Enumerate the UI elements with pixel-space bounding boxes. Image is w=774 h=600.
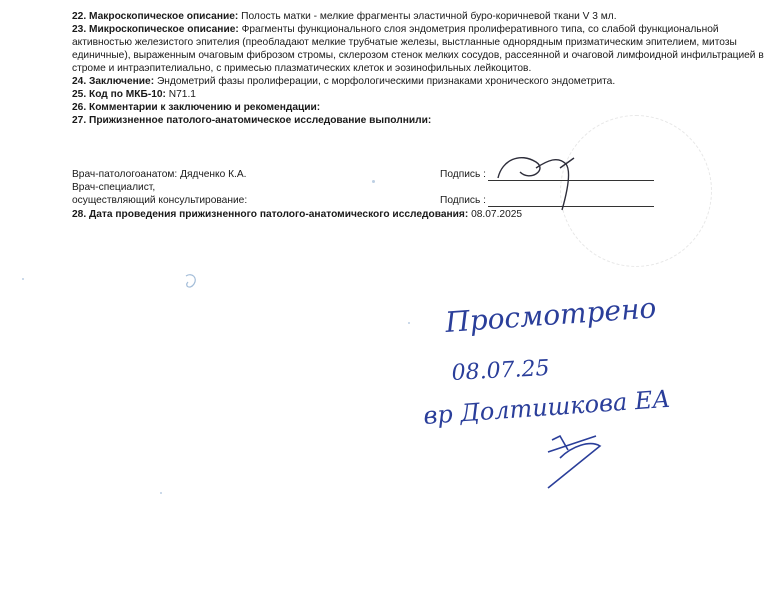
item-22-text: Полость матки - мелкие фрагменты эластичной буро-коричневой ткани V 3 мл. xyxy=(238,11,617,22)
item-24-label: 24. Заключение: xyxy=(72,76,155,87)
pathologist-signature xyxy=(498,158,574,210)
item-22-label: 22. Макроскопическое описание: xyxy=(72,11,239,22)
blue-mark xyxy=(186,275,195,287)
pathologist-label: Врач-патологоанатом: xyxy=(72,169,178,180)
item-24-text: Эндометрий фазы пролиферации, с морфологическими признаками хронического эндометрита. xyxy=(154,76,616,87)
scan-speck xyxy=(22,278,24,280)
pathologist-name: Дядченко К.А. xyxy=(180,169,247,180)
scan-speck xyxy=(372,180,375,183)
handwritten-line-1: Просмотрено xyxy=(444,291,658,339)
initials-scribble xyxy=(548,436,600,488)
handwritten-line-2: 08.07.25 xyxy=(451,355,551,386)
item-23-label: 23. Микроскопическое описание: xyxy=(72,24,239,35)
item-26-label: 26. Комментарии к заключению и рекомендации: xyxy=(72,102,321,113)
scan-speck xyxy=(408,322,410,324)
item-25-text: N71.1 xyxy=(165,89,196,100)
item-28-text: 08.07.2025 xyxy=(468,209,523,220)
specialist-label-2: осуществляющий консультирование: xyxy=(72,195,248,206)
item-28-label: 28. Дата проведения прижизненного патолого-анатомического исследования: xyxy=(72,209,469,220)
signature-label-1: Подпись : xyxy=(440,169,486,180)
specialist-label-1: Врач-специалист, xyxy=(72,182,156,193)
item-23-text: Фрагменты функционального слоя эндометрия пролиферативного типа, со слабой функциональной активностью железистого эпителия (преобладают мелкие трубчатые железы, выстланные однорядным призматическим эпителием, митозы единичные), выраженным очаговым фиброзом стромы, склерозом стенок мелких сосудов, рассеянной и очаговой лимфоидной инфильтрацией в строме и интраэпителиально, с примесью плазматических клеток и эозинофильных лейкоцитов. xyxy=(72,24,764,74)
handwritten-line-3: вр Долтишкова ЕА xyxy=(422,384,672,430)
item-27-label: 27. Прижизненное патолого-анатомическое исследование выполнили: xyxy=(72,115,432,126)
signature-label-2: Подпись : xyxy=(440,195,486,206)
item-25-label: 25. Код по МКБ-10: xyxy=(72,89,166,100)
scan-speck xyxy=(160,492,162,494)
